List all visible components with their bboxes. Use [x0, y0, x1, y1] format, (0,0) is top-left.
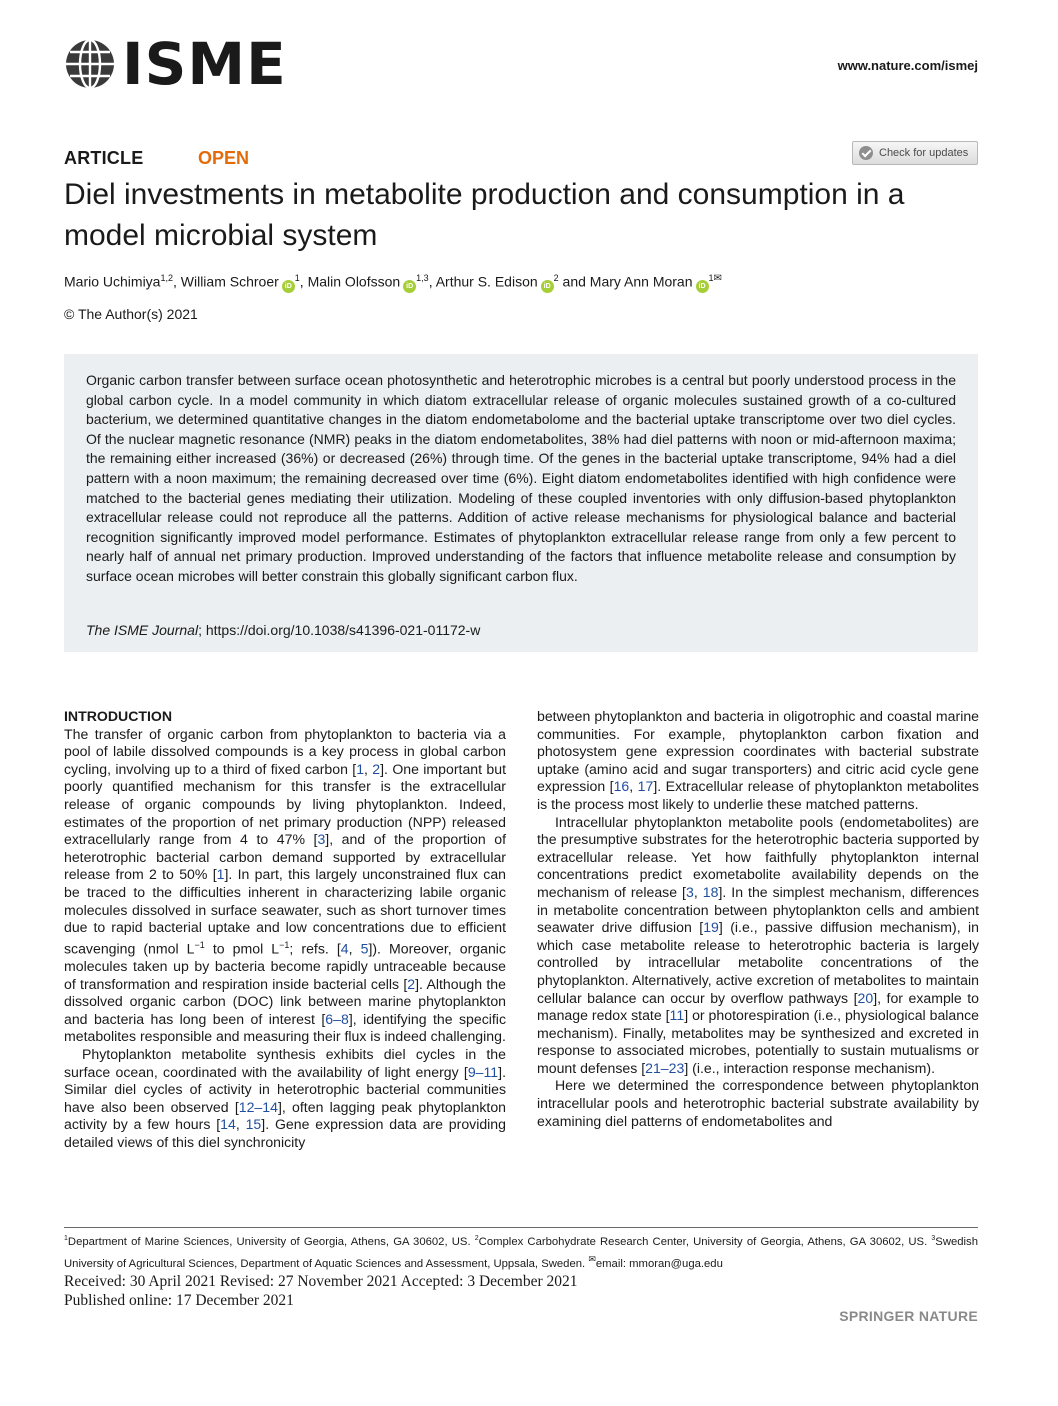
citation-journal: The ISME Journal — [86, 622, 199, 638]
reference-link[interactable]: 6–8 — [325, 1010, 349, 1027]
affiliation-text: Swedish University of Agricultural Sciences, Department of Aquatic Sciences and Assessment, Uppsala, Sweden. — [64, 1235, 978, 1270]
body-paragraph: Here we determined the correspondence between phytoplankton intracellular pools and heterotrophic bacterial substrate availability by examining diel patterns of endometabolites and — [537, 1077, 979, 1129]
author-name[interactable]: Mary Ann Moran — [589, 273, 693, 290]
reference-link[interactable]: 2 — [407, 975, 416, 992]
section-heading-introduction: INTRODUCTION — [64, 708, 173, 724]
author-list: Mario Uchimiya$^{1,2}$, William Schroer $iD^1$, Malin Olofsson iD$^{1,3}$, Arthur S. Edison $iD^2$ and Mary Ann Moran $iD^{1✉}$ — [64, 268, 994, 293]
reference-link[interactable]: 18 — [702, 883, 719, 900]
reference-link[interactable]: 21–23 — [645, 1059, 685, 1076]
reference-link[interactable]: 15 — [245, 1116, 262, 1133]
affiliation-number: 3 — [931, 1235, 936, 1242]
article-title: Diel investments in metabolite production and consumption in a model microbial system — [64, 178, 905, 252]
reference-link[interactable]: 19 — [703, 919, 719, 936]
orcid-icon[interactable]: iD — [282, 280, 295, 293]
isme-logo — [64, 30, 287, 98]
journal-url-link[interactable]: www.nature.com/ismej — [837, 58, 978, 73]
body-paragraph: Phytoplankton metabolite synthesis exhibits diel cycles in the surface ocean, coordinated with the availability of light energy [9–11]. Similar diel cycles of activity in heterotrophic bacterial communities have also been observed [12–14], often lagging peak phytoplankton activity by a few hours [14, 15]. Gene expression data are providing detailed views of this diel synchronicity — [64, 1045, 506, 1150]
reference-link[interactable]: 3 — [317, 831, 326, 848]
corresponding-email[interactable]: email: mmoran@uga.edu — [595, 1257, 723, 1270]
body-paragraph: Intracellular phytoplankton metabolite pools (endometabolites) are the presumptive substrates for the heterotrophic bacteria supported by extracellular release. Yet how faithfully phytoplankton internal concentrations predict exometabolite availability depends on the mechanism of release [3, 18]. In the simplest mechanism, differences in metabolite concentration between phytoplankton cells and ambient seawater drive diffusion [19] (i.e., passive diffusion mechanism), in which case metabolite release to heterotrophic bacteria is largely controlled by intracellular metabolite concentrations of the phytoplankton. Alternatively, active excretion of metabolites to maintain cellular balance can occur by overflow pathways [20], for example to manage redox state [11] or photorespiration (i.e., physiological balance mechanism). Finally, metabolites may be synthesized and excreted in response to associated microbes, potentially to sustain mutualisms or mount defenses [21–23] (i.e., interaction response mechanism). — [537, 813, 980, 1076]
body-column-left — [64, 708, 506, 1152]
affiliations — [64, 1230, 978, 1273]
body-column-right — [537, 708, 979, 1130]
author-affiliation-sup: 1,2 — [160, 273, 173, 283]
abstract-panel — [64, 354, 978, 652]
affiliation-text: Department of Marine Sciences, University of Georgia, Athens, GA 30602, US. — [67, 1235, 475, 1248]
author-affiliation-sup: 1,3 — [416, 273, 429, 283]
reference-link[interactable]: 1 — [216, 866, 225, 883]
copyright-notice: © The Author(s) 2021 — [64, 306, 198, 322]
orcid-icon[interactable]: iD — [696, 280, 709, 293]
reference-link[interactable]: 3 — [685, 883, 694, 900]
footer-divider — [64, 1227, 978, 1228]
reference-link[interactable]: 11 — [669, 1007, 685, 1024]
author-affiliation-sup: 2 — [553, 273, 559, 283]
check-for-updates-label: Check for updates — [879, 147, 969, 159]
reference-link[interactable]: 1 — [356, 760, 365, 777]
author-name[interactable]: William Schroer — [180, 273, 279, 290]
reference-link[interactable]: 20 — [857, 989, 874, 1006]
publication-dates — [64, 1272, 578, 1310]
mail-icon: ✉ — [588, 1253, 596, 1264]
affiliation-text: Complex Carbohydrate Research Center, University of Georgia, Athens, GA 30602, US. — [478, 1235, 932, 1248]
reference-link[interactable]: 4 — [340, 940, 349, 957]
author-name[interactable]: Arthur S. Edison — [435, 273, 538, 290]
article-type-label: ARTICLE — [64, 148, 144, 168]
reference-link[interactable]: 16 — [613, 778, 630, 795]
superscript: −1 — [194, 939, 205, 950]
author-name[interactable]: Malin Olofsson — [307, 273, 401, 290]
affiliation-number: 1 — [64, 1235, 68, 1242]
orcid-icon[interactable]: iD — [403, 280, 416, 293]
reference-link[interactable]: 17 — [637, 778, 654, 795]
check-for-updates-button[interactable] — [852, 141, 978, 165]
mail-icon[interactable]: ✉ — [713, 273, 722, 284]
reference-link[interactable]: 2 — [372, 760, 381, 777]
orcid-icon[interactable]: iD — [541, 280, 554, 293]
body-paragraph: between phytoplankton and bacteria in oligotrophic and coastal marine communities. For example, phytoplankton carbon fixation and photosystem gene expression coordinates with bacterial substrate uptake (amino acid and sugar transporters) and citric acid cycle gene expression [16, 17]. Extracellular release of phytoplankton metabolites is the process most likely to underlie these matched patterns. — [537, 708, 979, 812]
author-affiliation-sup: 1 — [708, 273, 714, 283]
body-paragraph: The transfer of organic carbon from phytoplankton to bacteria via a pool of labile dissolved compounds is a key process in global carbon cycling, involving up to a third of fixed carbon [1, 2]. One important but poorly quantified mechanism for this transfer is the extracellular release of organic compounds by living phytoplankton. Indeed, estimates of the proportion of net primary production (NPP) released extracellularly range from 4 to 47% [3], and of the proportion of heterotrophic bacterial carbon demand supported by extracellular release from 2 to 50% [1]. In part, this largely unconstrained flux can be traced to the difficulties inherent in characterizing labile organic molecules dissolved in surface seawater, such as short turnover times due to rapid bacterial uptake and low concentrations due to efficient scavenging (nmol $L^{-1}$ to pmol $L^{-1}$; refs. [4, 5]). Moreover, organic molecules taken up by bacteria become rapidly untraceable because of transformation and respiration inside bacterial cells [2]. Although the dissolved organic carbon (DOC) link between marine phytoplankton and bacteria has long been of interest [6–8], identifying the specific metabolites responsible and measuring their flux is indeed challenging. — [64, 725, 506, 1045]
superscript: −1 — [279, 939, 290, 950]
citation-doi-link[interactable]: ; https://doi.org/10.1038/s41396-021-01172-w — [198, 622, 481, 638]
abstract-text: Organic carbon transfer between surface ocean photosynthetic and heterotrophic microbes is a central but poorly understood process in the global carbon cycle. In a model community in which diatom extracellular release of organic molecules sustained growth of a co-cultured bacterium, we determined quantitative changes in the diatom endometabolome and the bacterial uptake transcriptome over two diel cycles. Of the nuclear magnetic resonance (NMR) peaks in the diatom endometabolites, 38% had diel patterns with noon or mid-afternoon maxima; the remaining either increased (36%) or decreased (26%) through time. Of the genes in the bacterial uptake transcriptome, 94% had a diel pattern with a noon maximum; the remaining decreased over time (6%). Eight diatom endometabolites identified with high confidence were matched to the bacterial genes mediating their utilization. Modeling of these coupled inventories with only diffusion-based phytoplankton extracellular release could not reproduce all the patterns. Addition of active release mechanisms for physiological balance and bacterial recognition significantly improved model performance. Estimates of phytoplankton extracellular release range from only a few percent to nearly half of annual net primary production. Improved understanding of the factors that influence metabolite release and consumption by surface ocean microbes will better constrain this globally significant carbon flux. — [86, 372, 956, 584]
logo-text: ISME — [122, 30, 287, 98]
open-access-label: OPEN — [198, 148, 250, 168]
received-revised-accepted: Received: 30 April 2021 Revised: 27 November 2021 Accepted: 3 December 2021 — [64, 1273, 578, 1290]
check-icon — [859, 146, 873, 160]
author-affiliation-sup: 1 — [294, 273, 300, 283]
published-online: Published online: 17 December 2021 — [64, 1292, 294, 1309]
reference-link[interactable]: 14 — [220, 1116, 236, 1133]
citation-line — [86, 622, 480, 638]
springer-nature-logo: SPRINGER NATURE — [839, 1308, 978, 1324]
author-name[interactable]: Mario Uchimiya — [64, 273, 161, 290]
reference-link[interactable]: 9–11 — [467, 1063, 499, 1080]
reference-link[interactable]: 12–14 — [238, 1098, 278, 1115]
affiliation-number: 2 — [474, 1235, 479, 1242]
globe-icon — [64, 38, 116, 90]
reference-link[interactable]: 5 — [360, 940, 369, 957]
